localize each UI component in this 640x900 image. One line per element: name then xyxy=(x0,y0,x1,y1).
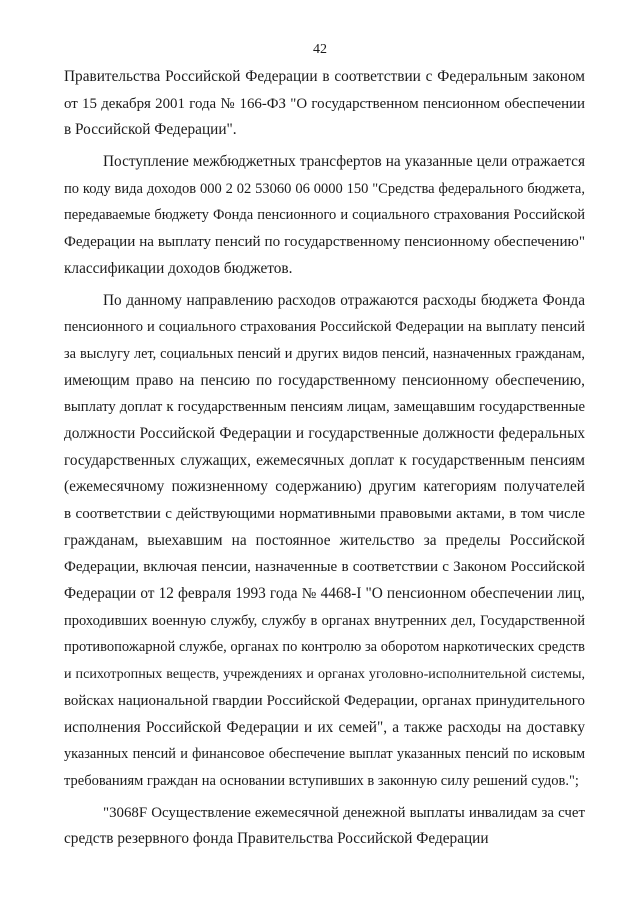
text-line: средств резервного фонда Правительства Российской Федерации xyxy=(64,830,489,848)
paragraph xyxy=(64,800,585,853)
paragraph xyxy=(64,149,585,282)
text-line: (ежемесячному пожизненному содержанию) другим категориям получателей xyxy=(64,478,585,496)
paragraph xyxy=(64,288,585,795)
text-line: государственных служащих, ежемесячных доплат к государственным пенсиям xyxy=(64,451,585,469)
text-line: требованиям граждан на основании вступивших в законную силу решений судов."; xyxy=(64,772,579,789)
text-line: войсках национальной гвардии Российской Федерации, органах принудительного xyxy=(64,692,585,709)
text-line: проходивших военную службу, службу в органах внутренних дел, Государственной xyxy=(64,612,585,629)
text-line: указанных пенсий и финансовое обеспечение выплат указанных пенсий по исковым xyxy=(64,746,585,763)
document-body xyxy=(64,64,585,853)
text-line: по коду вида доходов 000 2 02 53060 06 0000 150 "Средства федерального бюджета, xyxy=(64,180,585,197)
text-line: гражданам, выехавшим на постоянное жительство за пределы Российской xyxy=(64,531,585,549)
text-line: пенсионного и социального страхования Российской Федерации на выплату пенсий xyxy=(64,319,585,336)
text-line: Правительства Российской Федерации в соответствии с Федеральным законом xyxy=(64,68,585,85)
text-line: Федерации от 12 февраля 1993 года № 4468-I "О пенсионном обеспечении лиц, xyxy=(64,585,585,603)
text-line: Федерации на выплату пенсий по государственному пенсионному обеспечению" xyxy=(64,234,585,251)
text-line: передаваемые бюджету Фонда пенсионного и социального страхования Российской xyxy=(64,207,585,224)
text-line: в Российской Федерации". xyxy=(64,121,237,139)
text-line: в соответствии с действующими нормативными правовыми актами, в том числе xyxy=(64,506,585,522)
text-line: за выслугу лет, социальных пенсий и других видов пенсий, назначенных гражданам, xyxy=(64,345,585,362)
text-line: выплату доплат к государственным пенсиям лицам, замещавшим государственные xyxy=(64,399,585,416)
text-line: Федерации, включая пенсии, назначенные в соответствии с Законом Российской xyxy=(64,559,585,576)
text-line: "3068F Осуществление ежемесячной денежной выплаты инвалидам за счет xyxy=(103,804,585,821)
text-line: имеющим право на пенсию по государственному пенсионному обеспечению, xyxy=(64,371,585,389)
text-line: Поступление межбюджетных трансфертов на указанные цели отражается xyxy=(103,153,585,171)
text-line: от 15 декабря 2001 года № 166-ФЗ "О государственном пенсионном обеспечении xyxy=(64,95,585,112)
text-line: противопожарной службе, органах по контролю за оборотом наркотических средств xyxy=(64,639,585,656)
page-number: 42 xyxy=(313,42,327,57)
text-line: и психотропных веществ, учреждениях и органах уголовно-исполнительной системы, xyxy=(64,666,585,683)
text-line: должности Российской Федерации и государственные должности федеральных xyxy=(64,424,585,442)
text-line: исполнения Российской Федерации и их семей", а также расходы на доставку xyxy=(64,718,585,736)
paragraph xyxy=(64,64,585,144)
text-line: классификации доходов бюджетов. xyxy=(64,259,293,277)
text-line: По данному направлению расходов отражаются расходы бюджета Фонда xyxy=(103,291,585,309)
